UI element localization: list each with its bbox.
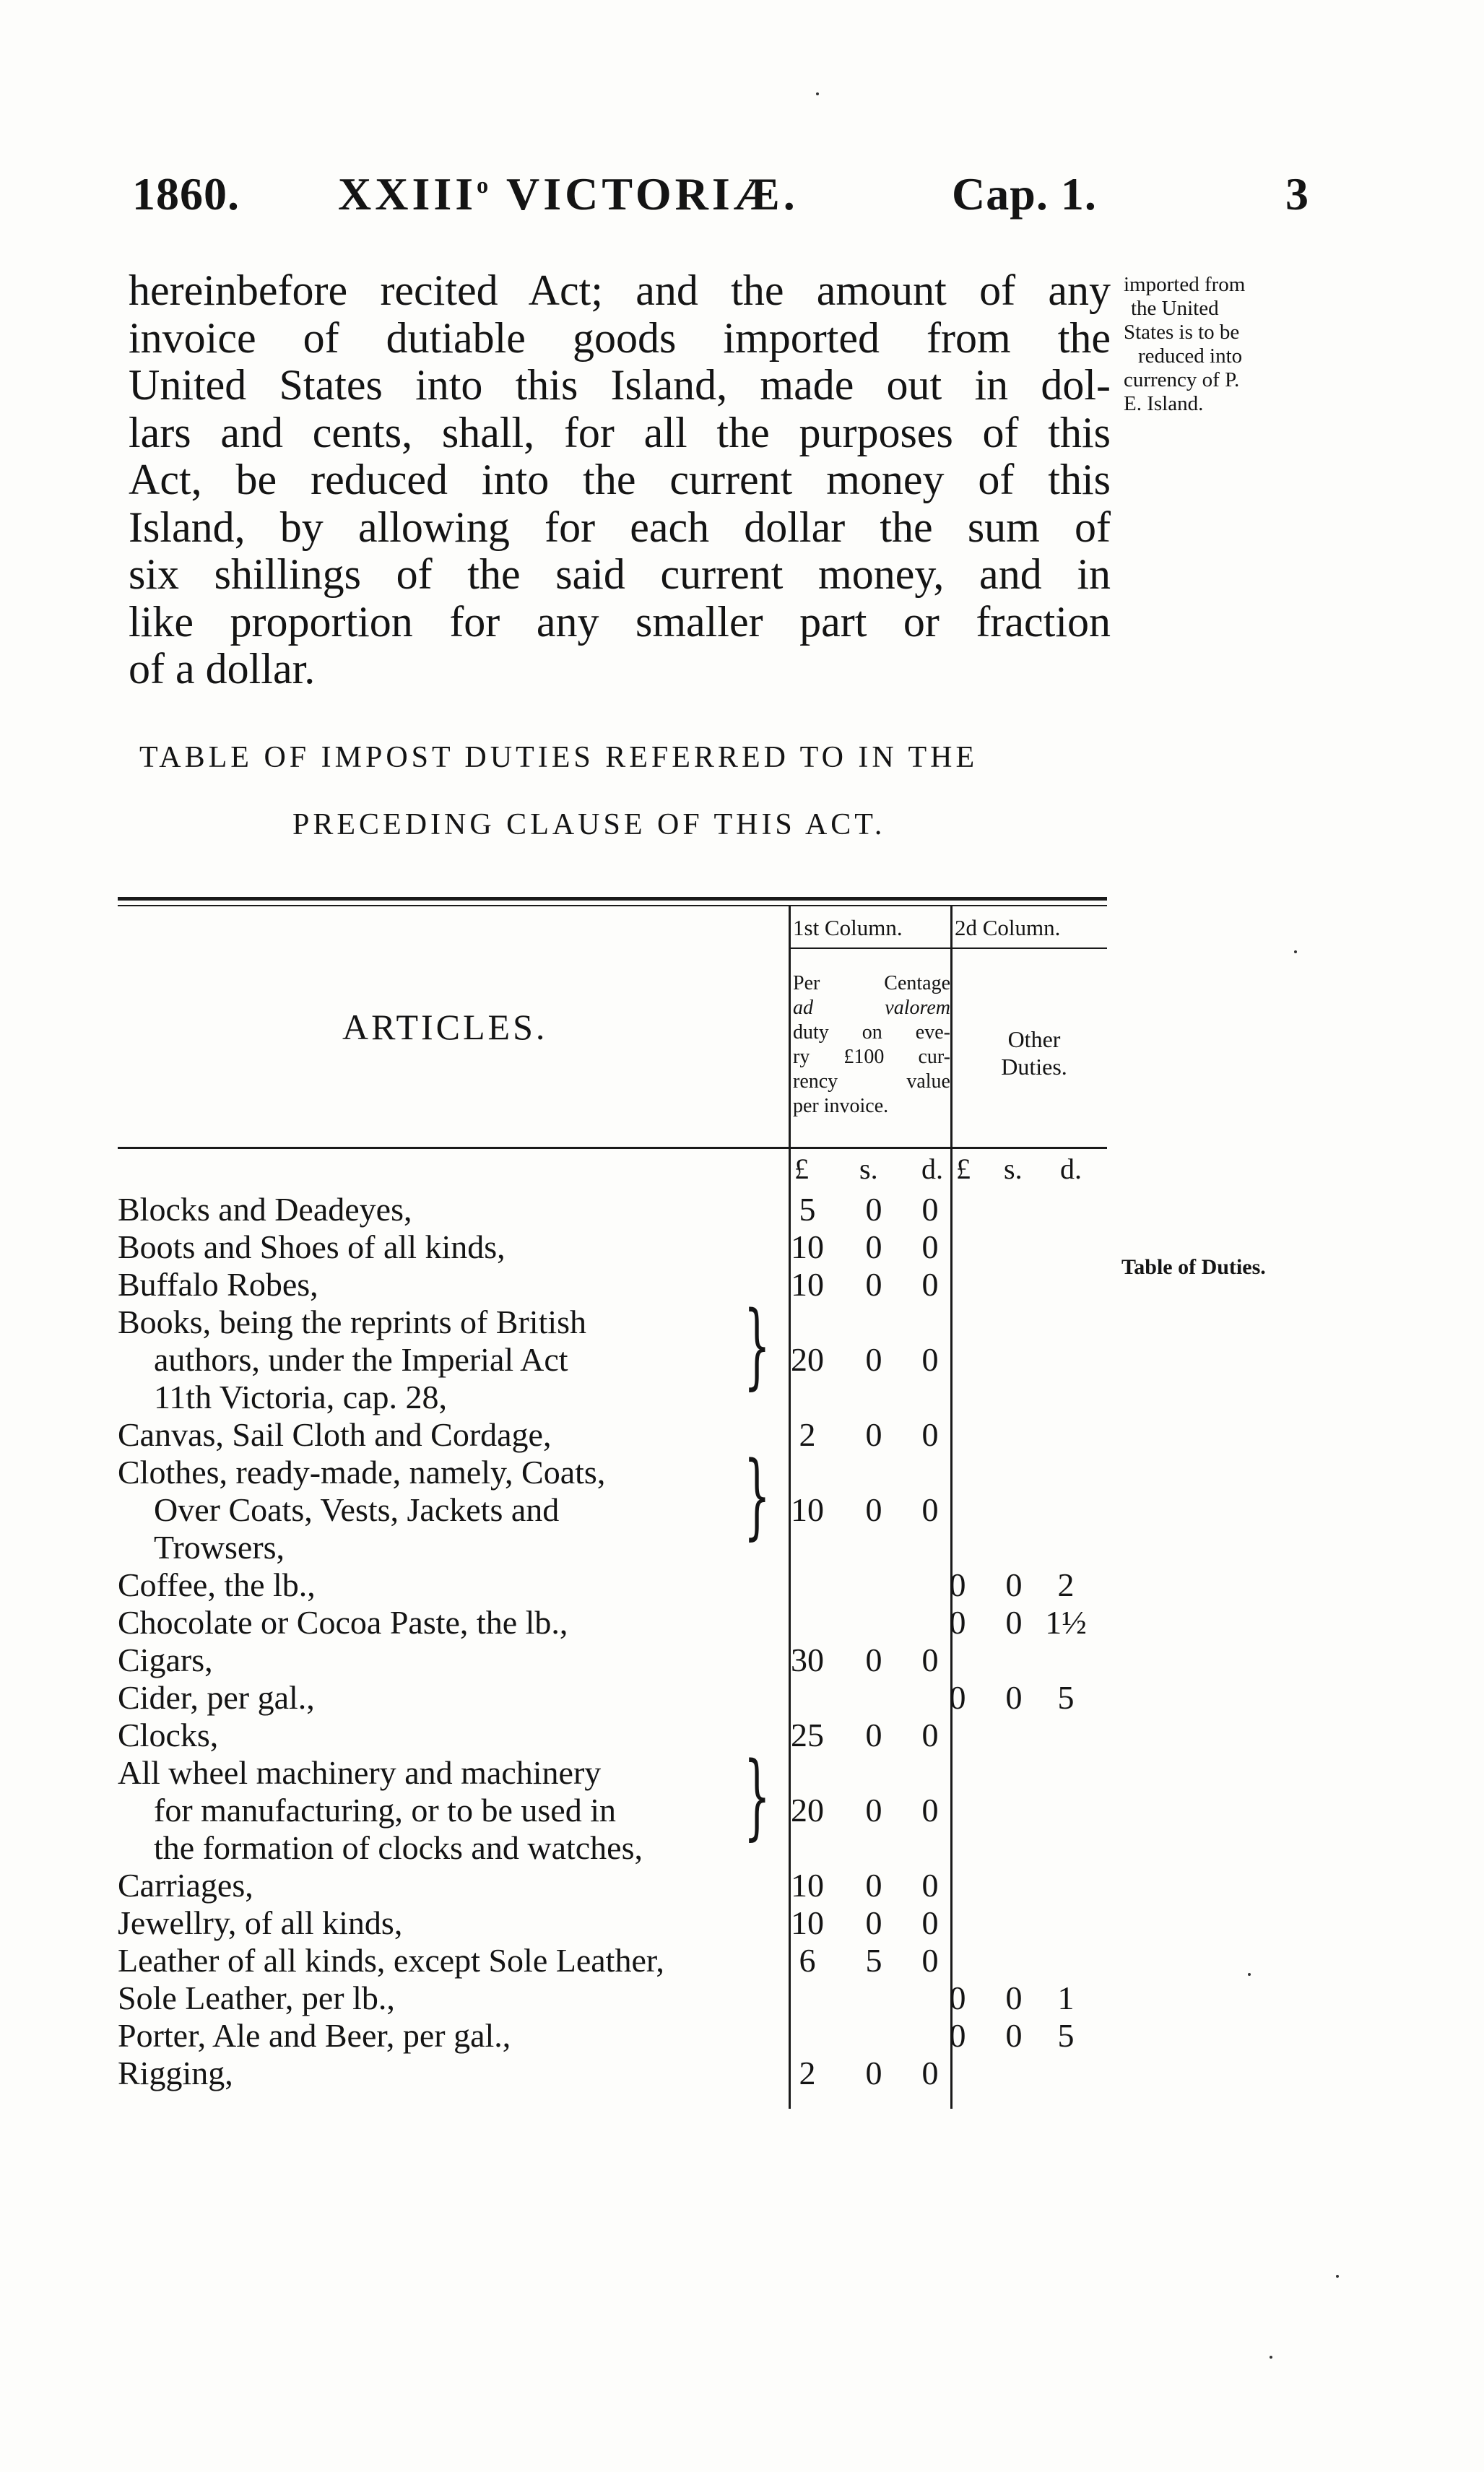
col1-pence: 0 bbox=[921, 1717, 939, 1753]
margin-note-line: E. Island. bbox=[1124, 392, 1204, 415]
article-name: Cigars, bbox=[118, 1642, 213, 1678]
col1-pence: 0 bbox=[921, 1642, 939, 1678]
column-1-header: 1st Column. bbox=[793, 915, 903, 940]
header-reign-sup: o bbox=[477, 172, 493, 198]
article-name: Coffee, the lb., bbox=[118, 1566, 316, 1603]
margin-note-currency bbox=[1124, 273, 1340, 416]
col2-shillings: 0 bbox=[1005, 1979, 1023, 2016]
article-name: Clocks, bbox=[118, 1717, 219, 1753]
table-row bbox=[0, 1340, 1484, 1378]
col1-shillings: 0 bbox=[865, 1717, 882, 1753]
table-row bbox=[0, 1791, 1484, 1829]
article-name: All wheel machinery and machinery bbox=[118, 1754, 602, 1791]
col1-shillings: 0 bbox=[865, 1416, 882, 1453]
unit-shillings-1: s. bbox=[859, 1153, 878, 1185]
table-row bbox=[0, 1491, 1484, 1528]
article-name: Carriages, bbox=[118, 1867, 253, 1904]
col1-shillings: 0 bbox=[865, 1191, 882, 1228]
table-row-continued bbox=[0, 1303, 1484, 1340]
table-row bbox=[0, 1904, 1484, 1941]
col1-pence: 0 bbox=[921, 2055, 939, 2091]
table-row bbox=[0, 1190, 1484, 1228]
table-row bbox=[0, 1716, 1484, 1753]
margin-note-line: the United bbox=[1131, 297, 1219, 320]
article-name-continued: Trowsers, bbox=[154, 1529, 285, 1566]
column-header-rule bbox=[789, 947, 1107, 949]
brace-icon: } bbox=[744, 1292, 771, 1400]
scan-speck bbox=[1294, 950, 1297, 953]
col2-pence: 5 bbox=[1057, 1679, 1075, 1716]
col2-pence: 5 bbox=[1057, 2017, 1075, 2054]
scan-speck bbox=[1248, 1973, 1251, 1976]
col2-pounds: 0 bbox=[949, 1679, 966, 1716]
table-top-rule-thin bbox=[118, 905, 1107, 906]
col1-shillings: 0 bbox=[865, 1792, 882, 1829]
body-line: invoice of dutiable goods imported from the bbox=[129, 313, 1111, 362]
article-name: Sole Leather, per lb., bbox=[118, 1979, 395, 2016]
table-caption-line-2: PRECEDING CLAUSE OF THIS ACT. bbox=[292, 808, 886, 841]
header-reign-title: VICTORIÆ. bbox=[506, 168, 799, 220]
col1-pence: 0 bbox=[921, 1867, 939, 1904]
table-row bbox=[0, 1415, 1484, 1453]
table-row bbox=[0, 1678, 1484, 1716]
article-name-continued: the formation of clocks and watches, bbox=[154, 1829, 643, 1866]
col1-pence: 0 bbox=[921, 1792, 939, 1829]
header-chapter: Cap. 1. bbox=[952, 168, 1097, 220]
margin-note-line: reduced into bbox=[1138, 344, 1243, 368]
column-2-description bbox=[955, 1025, 1114, 1080]
article-name-continued: 11th Victoria, cap. 28, bbox=[154, 1379, 448, 1415]
col1-pence: 0 bbox=[921, 1491, 939, 1528]
col1-shillings: 0 bbox=[865, 1341, 882, 1378]
col1-shillings: 0 bbox=[865, 1228, 882, 1265]
column-1-description-line: ad valorem bbox=[793, 997, 950, 1019]
col1-pence: 0 bbox=[921, 1228, 939, 1265]
scan-speck bbox=[1270, 2356, 1272, 2359]
col1-shillings: 0 bbox=[865, 1642, 882, 1678]
col1-pence: 0 bbox=[921, 1341, 939, 1378]
column-1-description-line: duty on eve- bbox=[793, 1021, 950, 1044]
col2-shillings: 0 bbox=[1005, 1604, 1023, 1641]
table-row bbox=[0, 2054, 1484, 2091]
table-caption-line-1: TABLE OF IMPOST DUTIES REFERRED TO IN THE bbox=[139, 741, 979, 774]
col2-pence: 1 bbox=[1057, 1979, 1075, 2016]
body-paragraph bbox=[129, 267, 1111, 693]
brace-icon: } bbox=[744, 1743, 771, 1850]
col2-shillings: 0 bbox=[1005, 1566, 1023, 1603]
col1-pounds: 10 bbox=[791, 1228, 824, 1265]
col1-pounds: 20 bbox=[791, 1341, 824, 1378]
column-1-description-line: ry £100 cur- bbox=[793, 1046, 950, 1068]
column-1-description bbox=[793, 971, 950, 1119]
table-row bbox=[0, 1941, 1484, 1979]
col1-pence: 0 bbox=[921, 1904, 939, 1941]
unit-pounds-1: £ bbox=[794, 1153, 809, 1185]
col1-pounds: 10 bbox=[791, 1491, 824, 1528]
scan-speck bbox=[1336, 2275, 1339, 2278]
col2-shillings: 0 bbox=[1005, 2017, 1023, 2054]
article-name: Blocks and Deadeyes, bbox=[118, 1191, 412, 1228]
table-row bbox=[0, 1979, 1484, 2016]
col2-pence: 2 bbox=[1057, 1566, 1075, 1603]
table-row bbox=[0, 1566, 1484, 1603]
col1-pence: 0 bbox=[921, 1191, 939, 1228]
article-name: Rigging, bbox=[118, 2055, 233, 2091]
scan-speck bbox=[816, 92, 819, 95]
column-1-description-line: rency value bbox=[793, 1070, 950, 1093]
col1-pounds: 5 bbox=[799, 1191, 816, 1228]
header-reign-numeral: XXIII bbox=[338, 168, 477, 220]
col2-shillings: 0 bbox=[1005, 1679, 1023, 1716]
col1-shillings: 0 bbox=[865, 2055, 882, 2091]
unit-pence-1: d. bbox=[921, 1153, 943, 1185]
col1-pounds: 10 bbox=[791, 1266, 824, 1303]
col1-shillings: 0 bbox=[865, 1266, 882, 1303]
col1-shillings: 5 bbox=[865, 1942, 882, 1979]
brace-icon: } bbox=[744, 1442, 771, 1550]
header-reign bbox=[338, 168, 799, 221]
col1-pounds: 10 bbox=[791, 1904, 824, 1941]
article-name: Books, being the reprints of British bbox=[118, 1304, 587, 1340]
table-row-continued bbox=[0, 1753, 1484, 1791]
col2-pence: 1½ bbox=[1045, 1604, 1087, 1641]
table-row-continued bbox=[0, 1453, 1484, 1491]
body-line: six shillings of the said current money, and in bbox=[129, 550, 1111, 598]
header-year: 1860. bbox=[132, 168, 240, 220]
col2-pounds: 0 bbox=[949, 1604, 966, 1641]
col1-pence: 0 bbox=[921, 1416, 939, 1453]
article-name: Jewellry, of all kinds, bbox=[118, 1904, 403, 1941]
table-row bbox=[0, 1603, 1484, 1641]
article-name: Leather of all kinds, except Sole Leather, bbox=[118, 1942, 664, 1979]
article-name: Cider, per gal., bbox=[118, 1679, 315, 1716]
body-line: United States into this Island, made out in dol- bbox=[129, 361, 1111, 409]
body-line: like proportion for any smaller part or fraction bbox=[129, 597, 1111, 646]
article-name-continued: for manufacturing, or to be used in bbox=[154, 1792, 616, 1829]
column-1-description-line: per invoice. bbox=[793, 1095, 889, 1117]
col1-pounds: 2 bbox=[799, 1416, 816, 1453]
body-line: hereinbefore recited Act; and the amount of any bbox=[129, 266, 1111, 314]
margin-note-line: imported from bbox=[1124, 273, 1246, 296]
unit-pounds-2: £ bbox=[956, 1153, 971, 1185]
table-row bbox=[0, 2016, 1484, 2054]
column-2-header: 2d Column. bbox=[955, 915, 1061, 940]
col1-pounds: 30 bbox=[791, 1642, 824, 1678]
margin-note-line: currency of P. bbox=[1124, 368, 1240, 391]
col1-shillings: 0 bbox=[865, 1904, 882, 1941]
body-line: lars and cents, shall, for all the purposes of this bbox=[129, 408, 1111, 456]
articles-header: ARTICLES. bbox=[342, 1007, 548, 1047]
page-number: 3 bbox=[1285, 168, 1309, 220]
body-line: Act, be reduced into the current money of this bbox=[129, 456, 1111, 503]
margin-note-table: Table of Duties. bbox=[1121, 1255, 1266, 1279]
body-line: of a dollar. bbox=[129, 645, 316, 693]
article-name: Boots and Shoes of all kinds, bbox=[118, 1228, 505, 1265]
table-row-continued bbox=[0, 1378, 1484, 1415]
col1-pence: 0 bbox=[921, 1942, 939, 1979]
column-1-description-line: Per Centage bbox=[793, 972, 950, 994]
table-row-continued bbox=[0, 1829, 1484, 1866]
body-line: Island, by allowing for each dollar the sum of bbox=[129, 503, 1111, 551]
col1-pounds: 10 bbox=[791, 1867, 824, 1904]
col1-pounds: 20 bbox=[791, 1792, 824, 1829]
column-2-description-line: Other bbox=[1007, 1026, 1061, 1052]
article-name-continued: authors, under the Imperial Act bbox=[154, 1341, 568, 1378]
margin-note-line: States is to be bbox=[1124, 321, 1240, 344]
unit-shillings-2: s. bbox=[1004, 1153, 1023, 1185]
col2-pounds: 0 bbox=[949, 1566, 966, 1603]
table-row bbox=[0, 1228, 1484, 1265]
table-row-continued bbox=[0, 1528, 1484, 1566]
col1-pounds: 6 bbox=[799, 1942, 816, 1979]
header-bottom-rule bbox=[118, 1147, 1107, 1149]
table-top-rule-thick bbox=[118, 897, 1107, 901]
table-row bbox=[0, 1265, 1484, 1303]
col2-pounds: 0 bbox=[949, 1979, 966, 2016]
article-name: Porter, Ale and Beer, per gal., bbox=[118, 2017, 511, 2054]
article-name: Clothes, ready-made, namely, Coats, bbox=[118, 1454, 606, 1491]
col1-shillings: 0 bbox=[865, 1867, 882, 1904]
unit-pence-2: d. bbox=[1060, 1153, 1082, 1185]
col2-pounds: 0 bbox=[949, 2017, 966, 2054]
column-2-description-line: Duties. bbox=[1001, 1054, 1067, 1080]
table-row bbox=[0, 1641, 1484, 1678]
article-name: Canvas, Sail Cloth and Cordage, bbox=[118, 1416, 552, 1453]
article-name-continued: Over Coats, Vests, Jackets and bbox=[154, 1491, 560, 1528]
col1-shillings: 0 bbox=[865, 1491, 882, 1528]
article-name: Buffalo Robes, bbox=[118, 1266, 318, 1303]
col1-pence: 0 bbox=[921, 1266, 939, 1303]
table-row bbox=[0, 1866, 1484, 1904]
col1-pounds: 2 bbox=[799, 2055, 816, 2091]
col1-pounds: 25 bbox=[791, 1717, 824, 1753]
article-name: Chocolate or Cocoa Paste, the lb., bbox=[118, 1604, 568, 1641]
